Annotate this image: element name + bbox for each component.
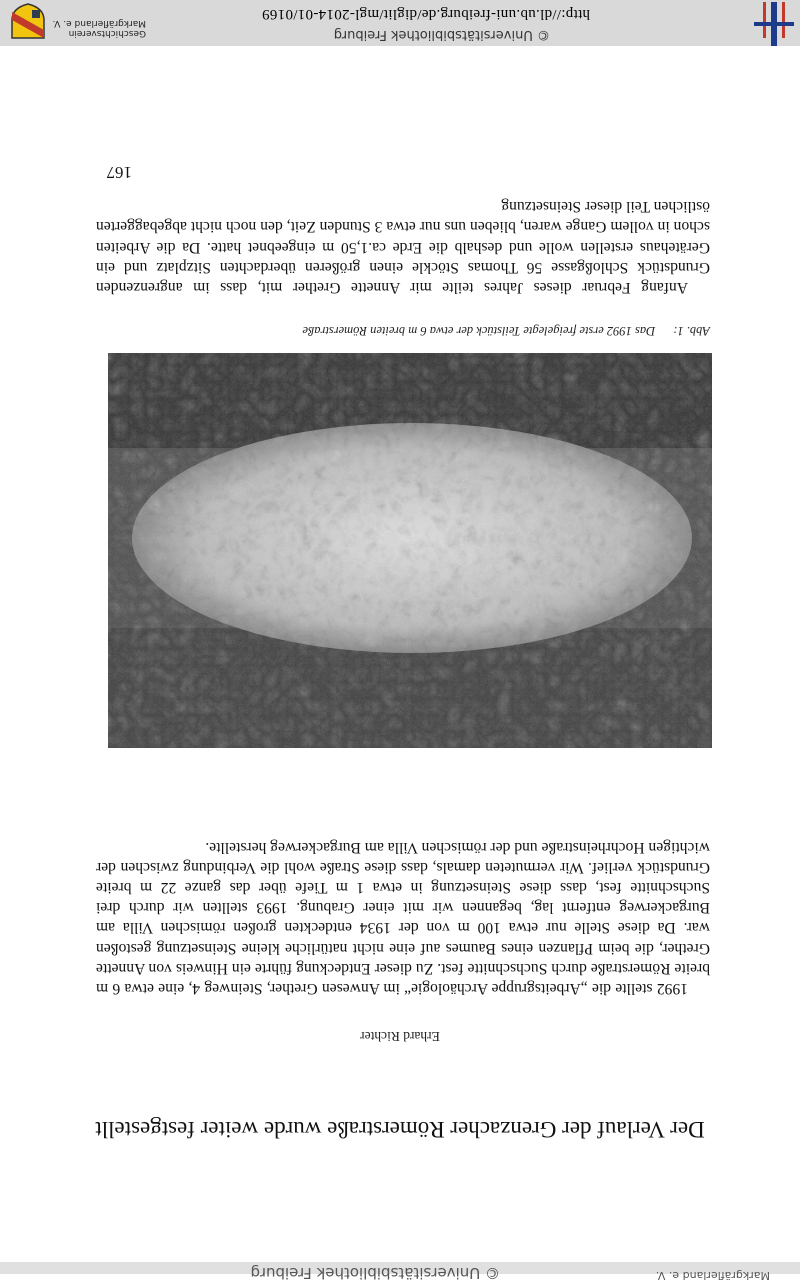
header-strip-right: Markgräflerland e. V. — [655, 1269, 770, 1282]
figure-caption — [100, 323, 710, 338]
intro-paragraph: 1992 stellte die „Arbeitsgruppe Archäologie“ im Anwesen Grether, Steinweg 4, eine etwa 6 m breite Römerstraße durch Suchschnitte fest. Zu dieser Entdeckung führte ein Hinweis von Annette Grether, die beim Pflanzen eines Baumes auf eine nicht natürliche kleine Steinsetzung gestoßen war. Da diese Stelle nur etwa 100 m von der 1934 entdeckten großen römischen Villa am Burgackerweg entfernt lag, begannen wir mit einer Grabung. 1993 stellten wir durch drei Suchschnitte fest, dass diese Steinsetzung in etwa 1 m Tiefe über das ganze 22 m breite Grundstück verlief. Wir vermuteten damals, dass diese Straße wohl die Verbindung zwischen der wichtigen Hochrheinstraße und der römischen Villa am Burgackerweg herstellte. — [96, 838, 710, 997]
coat-of-arms-icon — [8, 2, 48, 42]
society-name-line-1: Geschichtsverein — [68, 28, 146, 38]
figure-caption-text: Das 1992 erste freigelegte Teilstück der etwa 6 m breiten Römerstraße — [302, 324, 656, 338]
header-strip-text: © Universitätsbibliothek Freiburg — [250, 1264, 500, 1282]
ub-freiburg-logo-icon — [754, 2, 794, 46]
header-strip — [0, 1262, 800, 1282]
figure-label: Abb. 1: — [673, 324, 710, 338]
article-author: Erhard Richter — [360, 1029, 440, 1044]
society-name — [53, 18, 146, 38]
article-title: Der Verlauf der Grenzacher Römerstraße wurde weiter festgestellt — [95, 1117, 705, 1142]
excavation-photo — [108, 353, 712, 748]
page-number: 167 — [106, 163, 132, 182]
footer-url-link[interactable]: http://dl.ub.uni-freiburg.de/diglit/mgl-2014-01/0169 — [261, 6, 590, 22]
footer-copyright: © Universitätsbibliothek Freiburg — [333, 27, 550, 42]
society-name-line-2: Markgräflerland e. V. — [52, 18, 146, 28]
continued-paragraph: Anfang Februar dieses Jahres teilte mir Annette Grether mit, dass im angrenzenden Grundstück Schloßgasse 56 Thomas Stöckle einen größeren überdachten Sitzplatz und ein Gerätehaus erstellen wolle und deshalb die Erde ca.1,50 m eingeebnet hatte. Da die Arbeiten schon in vollem Gange waren, blieben uns nur etwa 3 Stunden Zeit, den noch nicht abgebaggerten östlichen Teil dieser Steinsetzung — [96, 198, 710, 296]
